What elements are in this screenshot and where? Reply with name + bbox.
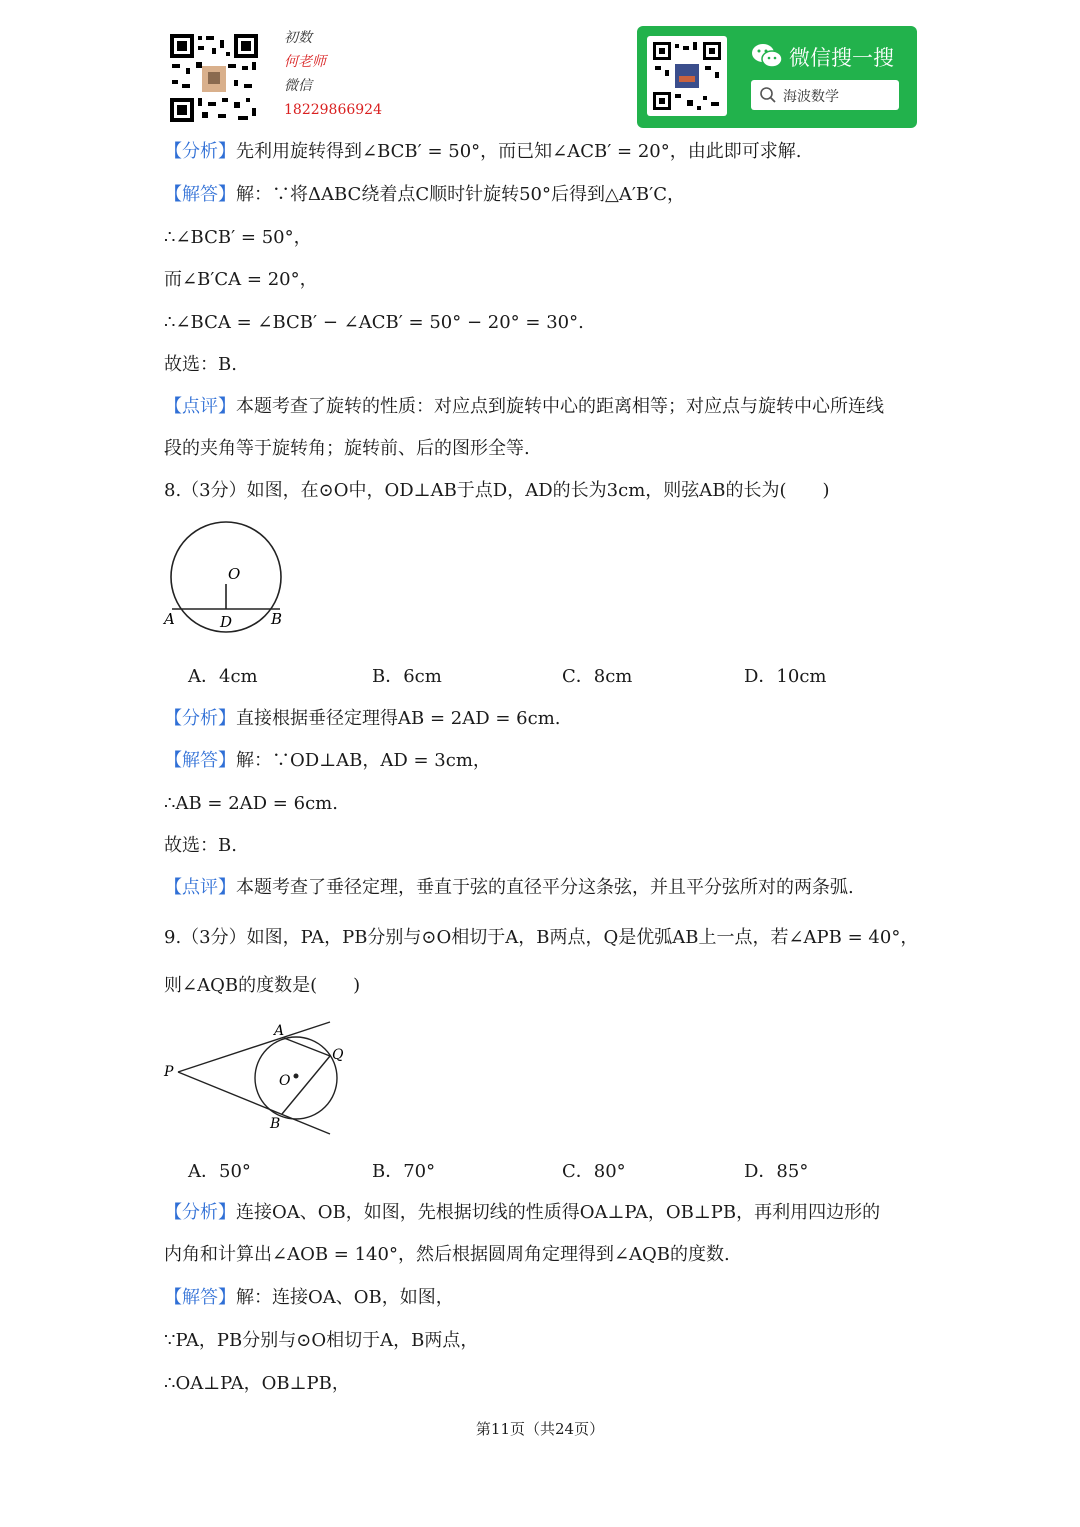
q9-question-cont: 则∠AQB的度数是( ) <box>164 975 361 996</box>
q9-analysis <box>164 1201 880 1225</box>
wechat-qr-code <box>647 36 727 116</box>
q9-label-q: Q <box>332 1047 344 1063</box>
q9-answer-text: 解：连接OA、OB，如图， <box>236 1287 454 1308</box>
answer-tag: 【解答】 <box>164 750 236 771</box>
q9-answer <box>164 1286 454 1310</box>
wechat-search-badge <box>637 26 917 128</box>
contact-teacher: 何老师 <box>284 54 326 70</box>
q8-label-b: B <box>271 610 283 628</box>
answer-tag: 【解答】 <box>164 1287 236 1308</box>
q8-label-d: D <box>220 613 233 631</box>
q9-analysis-text: 连接OA、OB，如图，先根据切线的性质得OA⊥PA，OB⊥PB，再利用四边形的 <box>236 1202 881 1223</box>
q7-step1: ∴∠BCB′ = 50°， <box>164 227 312 248</box>
q8-answer-text: 解：∵OD⊥AB，AD = 3cm， <box>236 750 491 771</box>
q9-tangent-figure <box>160 1018 360 1142</box>
q9-step2: ∴OA⊥PA，OB⊥PB， <box>164 1373 350 1394</box>
q9-question: 9.（3分）如图，PA，PB分别与⊙O相切于A，B两点，Q是优弧AB上一点，若∠APB = 40°， <box>164 927 919 948</box>
teacher-qr-code <box>168 32 260 124</box>
q7-answer-text: 解：∵将ΔABC绕着点C顺时针旋转50°后得到△A′B′C， <box>236 184 686 205</box>
q7-comment-text: 本题考查了旋转的性质：对应点到旋转中心的距离相等；对应点与旋转中心所连线 <box>236 396 884 417</box>
answer-tag: 【解答】 <box>164 184 236 205</box>
q8-choice-a: A．4cm <box>188 666 258 687</box>
q7-comment-cont: 段的夹角等于旋转角；旋转前、后的图形全等. <box>164 438 530 459</box>
q9-center-dot <box>294 1074 299 1079</box>
q7-step3: ∴∠BCA = ∠BCB′ − ∠ACB′ = 50° − 20° = 30°. <box>164 312 584 333</box>
q8-choose: 故选：B. <box>164 835 237 856</box>
q9-label-a: A <box>274 1023 285 1039</box>
q9-tangent-pb <box>178 1072 330 1134</box>
wechat-logo-icon <box>751 42 783 74</box>
q7-choose: 故选：B. <box>164 354 237 375</box>
q7-answer <box>164 183 685 207</box>
q9-choice-a: A．50° <box>188 1161 251 1182</box>
q8-label-o: O <box>228 565 241 583</box>
search-icon <box>759 86 777 108</box>
contact-info <box>284 26 382 122</box>
comment-tag: 【点评】 <box>164 877 236 898</box>
q7-step2: 而∠B′CA = 20°， <box>164 269 318 290</box>
q9-choice-c: C．80° <box>562 1161 626 1182</box>
q7-analysis <box>164 140 801 164</box>
q8-analysis-text: 直接根据垂径定理得AB = 2AD = 6cm. <box>236 708 561 729</box>
contact-subject: 初数 <box>284 30 312 46</box>
analysis-tag: 【分析】 <box>164 141 236 162</box>
q8-comment-text: 本题考查了垂径定理，垂直于弦的直径平分这条弦，并且平分弦所对的两条弧. <box>236 877 854 898</box>
q8-answer <box>164 749 491 773</box>
q9-label-p: P <box>164 1064 174 1080</box>
comment-tag: 【点评】 <box>164 396 236 417</box>
q8-choice-c: C．8cm <box>562 666 633 687</box>
page-footer: 第11页（共24页） <box>475 1420 605 1438</box>
q8-choice-b: B．6cm <box>372 666 442 687</box>
wechat-search-box[interactable] <box>751 80 899 110</box>
q8-comment <box>164 876 854 900</box>
q8-circle-figure <box>160 520 300 640</box>
q8-label-a: A <box>164 610 175 628</box>
wechat-search-text: 海波数学 <box>783 89 839 105</box>
q9-label-o: O <box>279 1073 291 1089</box>
q9-choice-d: D．85° <box>744 1161 809 1182</box>
contact-phone: 18229866924 <box>284 102 382 118</box>
q8-choice-d: D．10cm <box>744 666 827 687</box>
contact-wechat-label: 微信 <box>284 78 312 94</box>
q7-analysis-text: 先利用旋转得到∠BCB′ = 50°，而已知∠ACB′ = 20°，由此即可求解. <box>236 141 802 162</box>
wechat-search-title: 微信搜一搜 <box>789 46 894 70</box>
q7-comment <box>164 395 884 419</box>
q9-label-b: B <box>270 1116 281 1132</box>
q9-analysis-cont: 内角和计算出∠AOB = 140°，然后根据圆周角定理得到∠AQB的度数. <box>164 1244 730 1265</box>
q8-question: 8.（3分）如图，在⊙O中，OD⊥AB于点D，AD的长为3cm，则弦AB的长为( ) <box>164 480 830 501</box>
analysis-tag: 【分析】 <box>164 708 236 729</box>
q9-choice-b: B．70° <box>372 1161 436 1182</box>
q8-analysis <box>164 707 560 731</box>
q9-step1: ∵PA，PB分别与⊙O相切于A，B两点， <box>164 1330 479 1351</box>
analysis-tag: 【分析】 <box>164 1202 236 1223</box>
q8-step1: ∴AB = 2AD = 6cm. <box>164 793 338 814</box>
